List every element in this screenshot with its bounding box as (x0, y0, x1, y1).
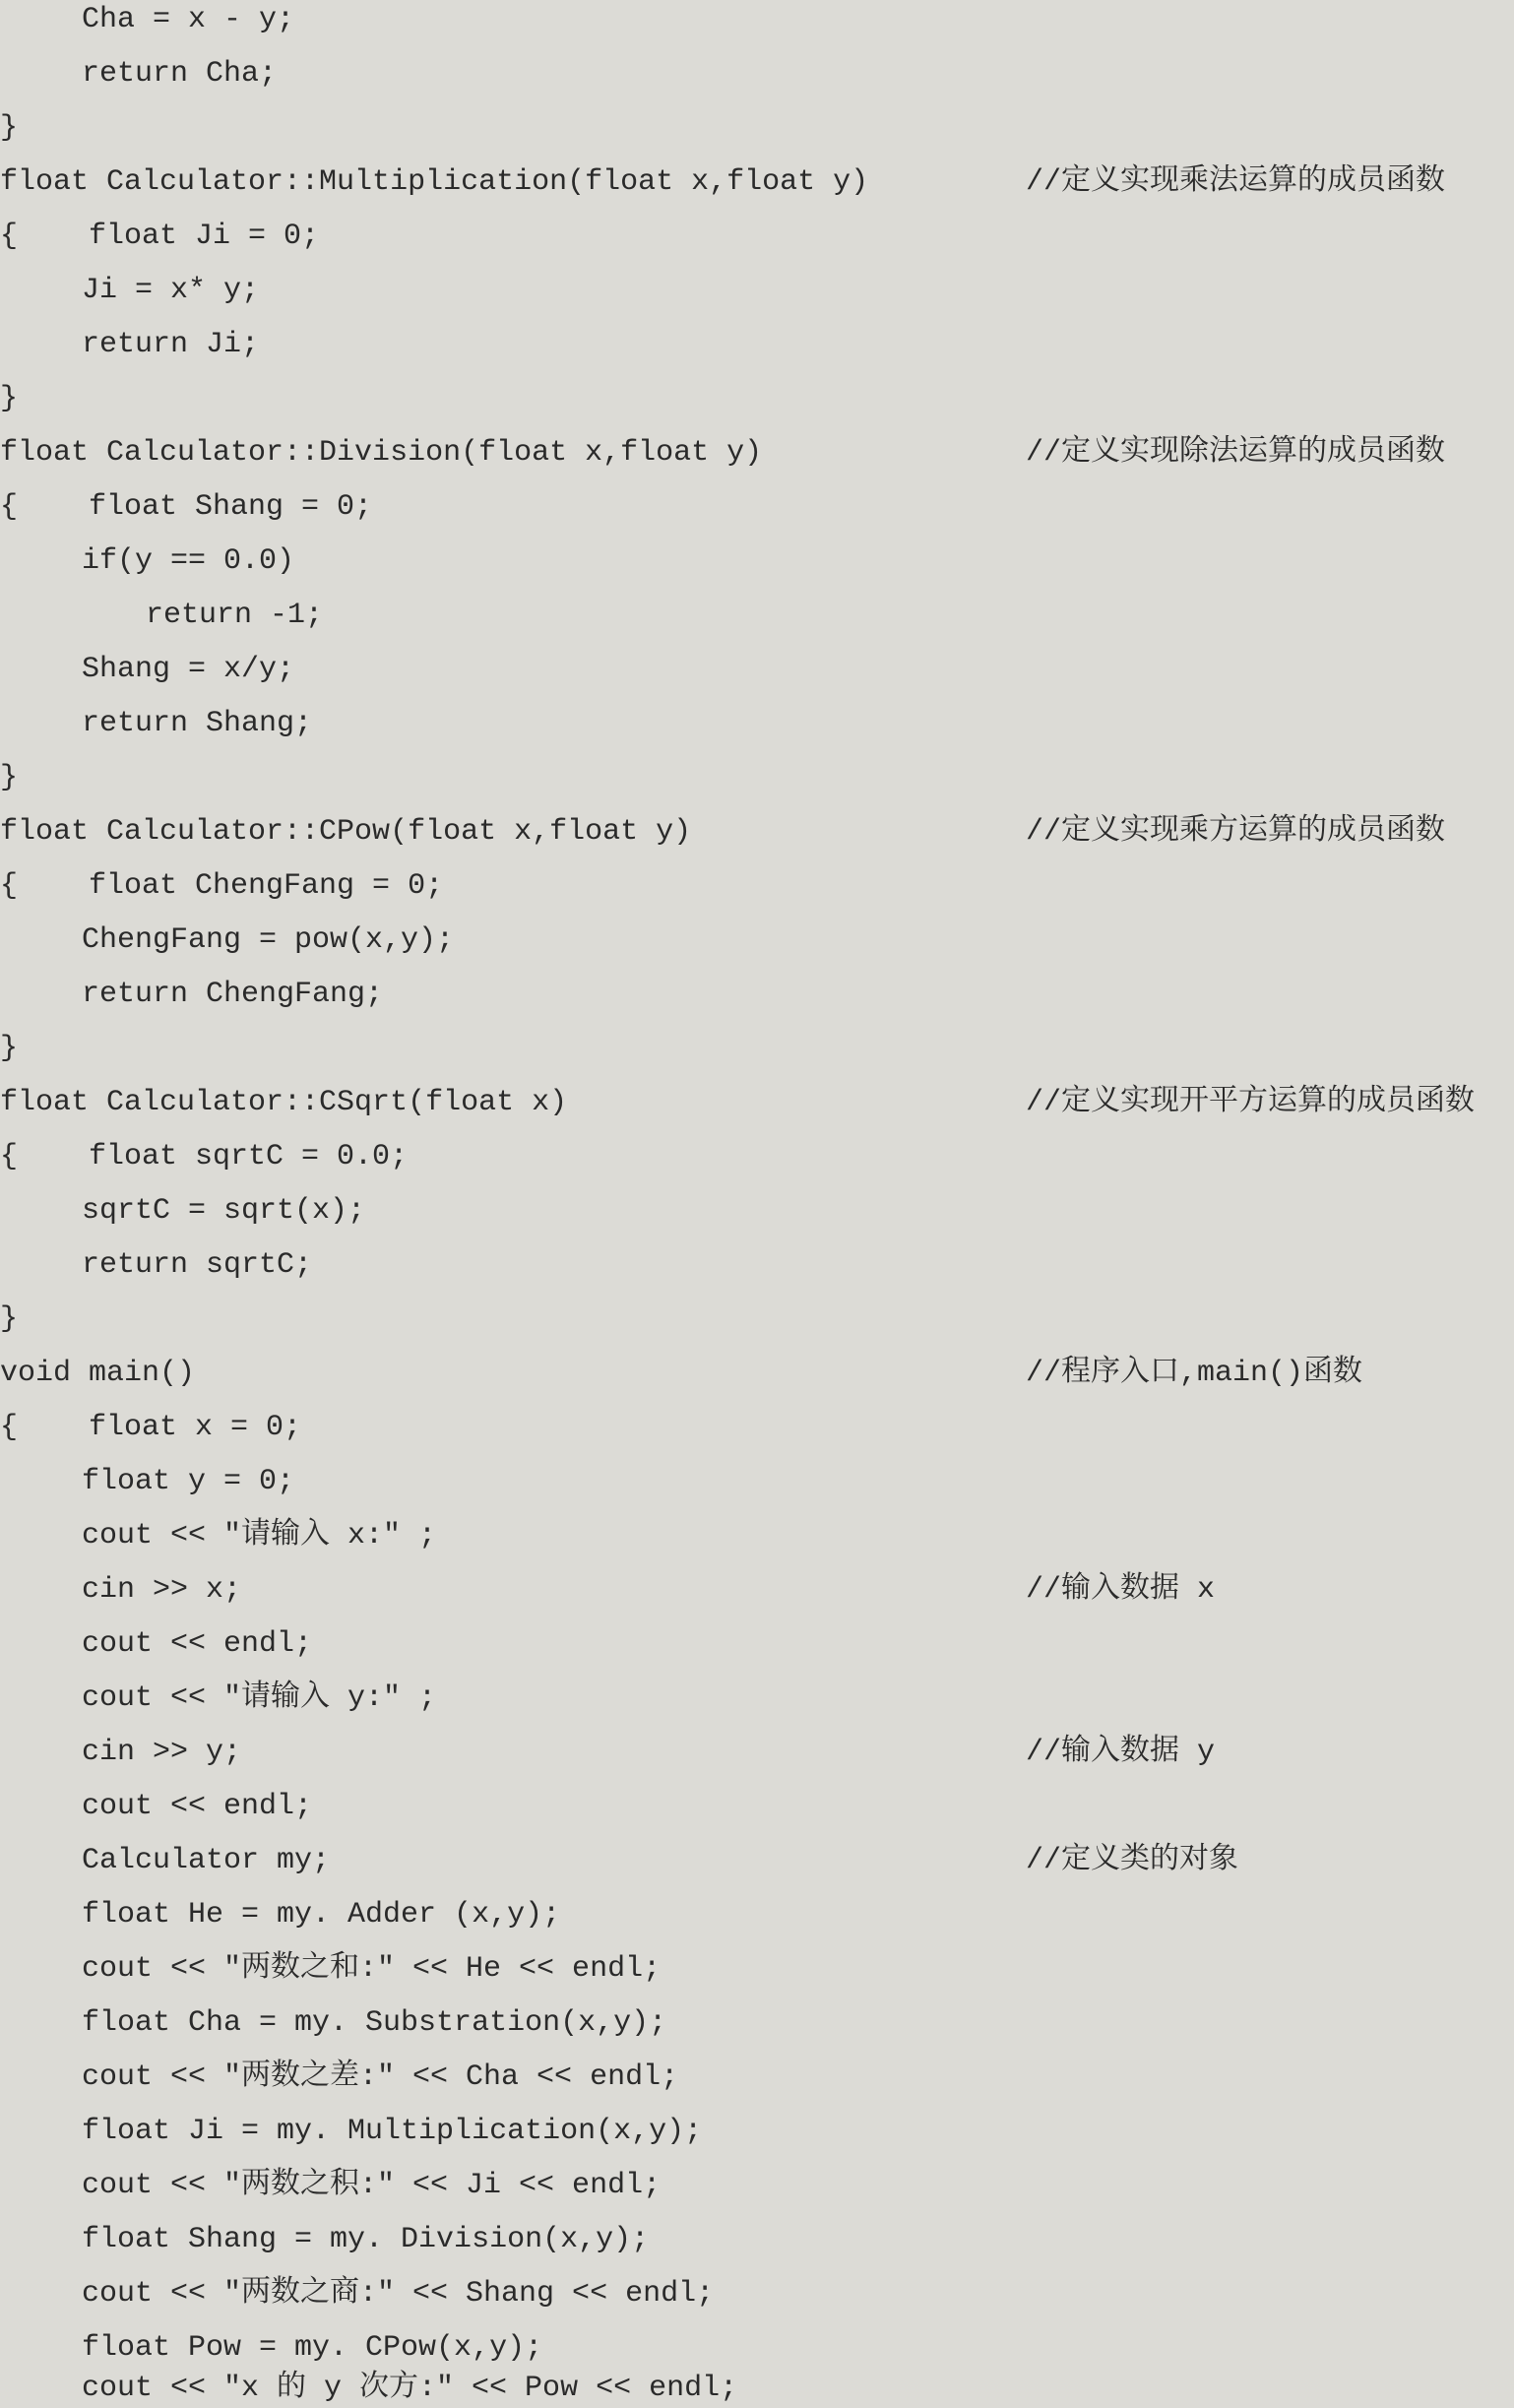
code-text: return Shang; (82, 707, 313, 740)
code-line (0, 1029, 1514, 1083)
code-line (0, 1462, 1514, 1516)
code-comment: //定义实现乘法运算的成员函数 (1026, 165, 1446, 199)
code-line (0, 812, 1514, 866)
code-text: { float sqrtC = 0.0; (0, 1140, 409, 1173)
code-line (0, 975, 1514, 1029)
code-text: float Ji = my. Multiplication(x,y); (82, 2115, 703, 2148)
code-comment: //定义实现乘方运算的成员函数 (1026, 815, 1446, 849)
code-text: ChengFang = pow(x,y); (82, 923, 455, 957)
code-text: } (0, 761, 19, 794)
code-comment: //输入数据 x (1026, 1573, 1216, 1607)
code-line (0, 2373, 1514, 2408)
code-line (0, 1354, 1514, 1408)
code-line (0, 2112, 1514, 2166)
code-text: cout << endl; (82, 1790, 313, 1823)
code-line (0, 325, 1514, 379)
code-text: } (0, 1302, 19, 1336)
code-text: float Calculator::Division(float x,float y) (0, 436, 763, 470)
code-text: sqrtC = sqrt(x); (82, 1194, 366, 1228)
code-line (0, 1245, 1514, 1299)
code-text: void main() (0, 1357, 196, 1390)
code-text: return Cha; (82, 57, 278, 91)
code-line (0, 162, 1514, 217)
code-line (0, 541, 1514, 596)
code-text: Cha = x - y; (82, 3, 295, 36)
code-text: if(y == 0.0) (82, 544, 295, 578)
code-text: float y = 0; (82, 1465, 295, 1498)
code-line (0, 0, 1514, 54)
code-line (0, 433, 1514, 487)
code-text: Calculator my; (82, 1844, 331, 1877)
code-text: } (0, 382, 19, 415)
code-text: cin >> x; (82, 1573, 242, 1607)
code-line (0, 920, 1514, 975)
code-text: float Calculator::CSqrt(float x) (0, 1086, 568, 1119)
code-text: cout << "x 的 y 次方:" << Pow << endl; (82, 2372, 738, 2405)
code-line (0, 2058, 1514, 2112)
code-comment: //定义实现除法运算的成员函数 (1026, 436, 1446, 470)
code-text: cout << "两数之差:" << Cha << endl; (82, 2060, 679, 2094)
code-comment: //输入数据 y (1026, 1736, 1216, 1769)
code-text: float He = my. Adder (x,y); (82, 1898, 561, 1932)
code-line (0, 379, 1514, 433)
code-text: return Ji; (82, 328, 260, 361)
code-line (0, 54, 1514, 108)
code-line (0, 1841, 1514, 1895)
code-text: Ji = x* y; (82, 274, 260, 307)
code-text: float Calculator::CPow(float x,float y) (0, 815, 692, 849)
code-line (0, 1679, 1514, 1733)
code-text: return ChengFang; (82, 978, 384, 1011)
code-text: { float ChengFang = 0; (0, 869, 444, 903)
code-comment: //定义实现开平方运算的成员函数 (1026, 1086, 1476, 1119)
code-line (0, 1191, 1514, 1245)
code-text: float Pow = my. CPow(x,y); (82, 2331, 543, 2365)
code-text: float Calculator::Multiplication(float x,float y) (0, 165, 869, 199)
code-text: return sqrtC; (82, 1248, 313, 1282)
code-line (0, 2003, 1514, 2058)
code-line (0, 1083, 1514, 1137)
code-text: float Shang = my. Division(x,y); (82, 2223, 650, 2256)
code-text: { float Shang = 0; (0, 490, 373, 524)
code-text: { float Ji = 0; (0, 220, 320, 253)
code-text: cin >> y; (82, 1736, 242, 1769)
code-text: cout << "两数之和:" << He << endl; (82, 1952, 662, 1986)
code-line (0, 1895, 1514, 1949)
code-line (0, 1299, 1514, 1354)
code-line (0, 704, 1514, 758)
code-line (0, 2166, 1514, 2220)
code-line (0, 596, 1514, 650)
code-line (0, 1408, 1514, 1462)
code-text: Shang = x/y; (82, 653, 295, 686)
code-line (0, 108, 1514, 162)
code-line (0, 217, 1514, 271)
code-line (0, 866, 1514, 920)
code-line (0, 1137, 1514, 1191)
code-line (0, 487, 1514, 541)
code-text: cout << "请输入 y:" ; (82, 1681, 437, 1715)
code-line (0, 2274, 1514, 2328)
code-text: float Cha = my. Substration(x,y); (82, 2006, 667, 2040)
code-line (0, 1516, 1514, 1570)
code-line (0, 271, 1514, 325)
code-text: } (0, 111, 19, 145)
code-line (0, 1624, 1514, 1679)
code-comment: //定义类的对象 (1026, 1844, 1239, 1877)
code-text: { float x = 0; (0, 1411, 302, 1444)
code-text: } (0, 1032, 19, 1065)
code-line (0, 2220, 1514, 2274)
code-text: cout << endl; (82, 1627, 313, 1661)
code-line (0, 1949, 1514, 2003)
code-line (0, 650, 1514, 704)
code-text: return -1; (146, 599, 324, 632)
code-comment: //程序入口,main()函数 (1026, 1357, 1363, 1390)
code-text: cout << "请输入 x:" ; (82, 1519, 437, 1553)
code-text: cout << "两数之积:" << Ji << endl; (82, 2169, 662, 2202)
code-line (0, 1570, 1514, 1624)
code-line (0, 1787, 1514, 1841)
code-line (0, 758, 1514, 812)
code-text: cout << "两数之商:" << Shang << endl; (82, 2277, 715, 2311)
code-line (0, 1733, 1514, 1787)
